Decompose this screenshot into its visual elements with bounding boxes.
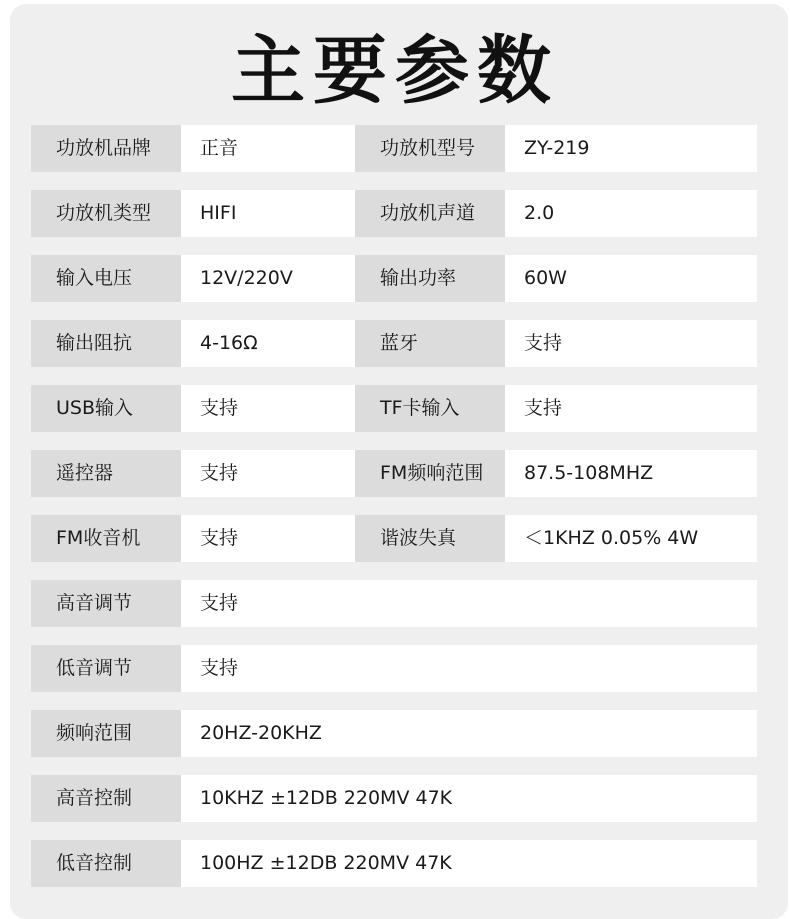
spec-row [31,710,757,757]
spec-value: 支持 [181,580,757,627]
spec-row [31,450,757,497]
spec-value: 正音 [181,125,355,172]
spec-row [31,190,757,237]
spec-value: 4-16Ω [181,320,355,367]
spec-value: 12V/220V [181,255,355,302]
spec-label: 遥控器 [31,450,181,497]
spec-value: 10KHZ ±12DB 220MV 47K [181,775,757,822]
spec-label: 低音控制 [31,840,181,887]
spec-value: 支持 [181,515,355,562]
spec-row [31,385,757,432]
page-title: 主要参数 [231,28,559,114]
spec-row [31,580,757,627]
spec-value: 20HZ-20KHZ [181,710,757,757]
spec-value: 2.0 [505,190,757,237]
spec-label: 蓝牙 [355,320,505,367]
spec-label: 功放机品牌 [31,125,181,172]
spec-row [31,775,757,822]
spec-value: 支持 [181,645,757,692]
spec-label: 输出阻抗 [31,320,181,367]
spec-label: 谐波失真 [355,515,505,562]
spec-value: 支持 [505,385,757,432]
spec-label: FM频响范围 [355,450,505,497]
spec-value: 60W [505,255,757,302]
spec-value: 87.5-108MHZ [505,450,757,497]
spec-row [31,255,757,302]
spec-row [31,515,757,562]
spec-label: TF卡输入 [355,385,505,432]
spec-label: 功放机型号 [355,125,505,172]
spec-label: 频响范围 [31,710,181,757]
spec-value: ZY-219 [505,125,757,172]
spec-row [31,125,757,172]
spec-value: HIFI [181,190,355,237]
spec-row [31,840,757,887]
spec-value: 支持 [181,385,355,432]
spec-label: 功放机声道 [355,190,505,237]
spec-value: 支持 [505,320,757,367]
spec-value: 支持 [181,450,355,497]
spec-value: 100HZ ±12DB 220MV 47K [181,840,757,887]
spec-label: FM收音机 [31,515,181,562]
spec-value: ＜1KHZ 0.05% 4W [505,515,757,562]
spec-label: USB输入 [31,385,181,432]
spec-label: 输入电压 [31,255,181,302]
spec-row [31,320,757,367]
spec-label: 输出功率 [355,255,505,302]
spec-label: 功放机类型 [31,190,181,237]
spec-label: 高音控制 [31,775,181,822]
spec-label: 高音调节 [31,580,181,627]
spec-row [31,645,757,692]
spec-label: 低音调节 [31,645,181,692]
